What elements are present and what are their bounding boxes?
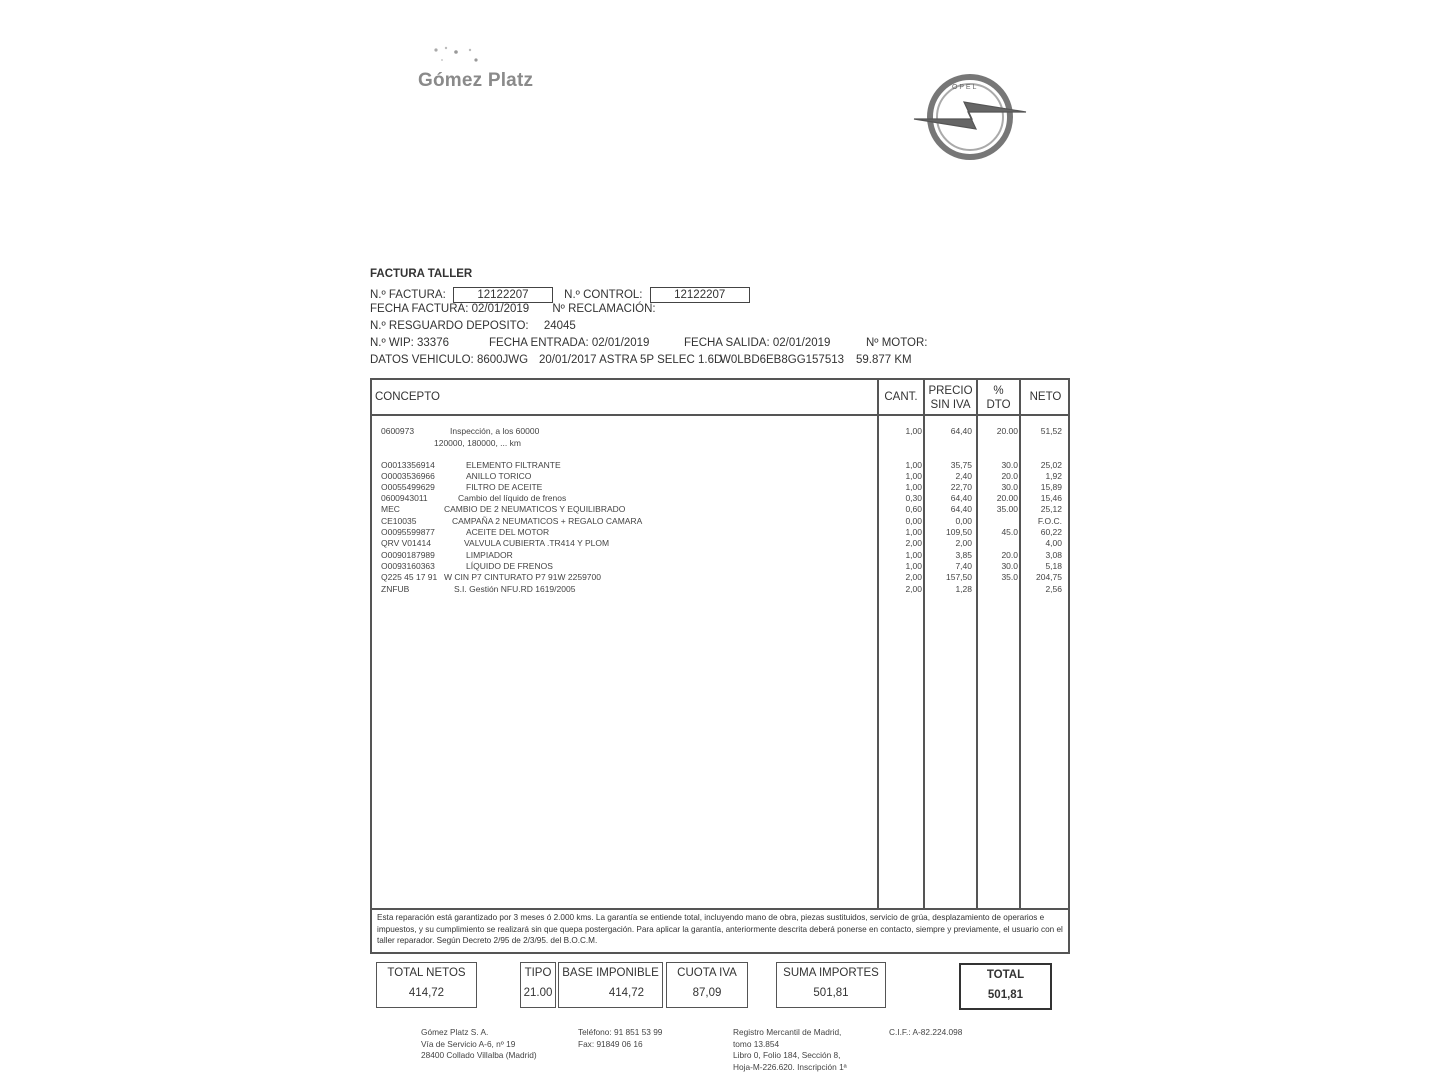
footer-company-address: Vía de Servicio A-6, nº 19 <box>421 1038 516 1049</box>
tipo-box <box>520 962 556 1008</box>
row-discount: 30.0 <box>1001 482 1018 492</box>
row-net: 25,02 <box>1040 460 1062 470</box>
resguardo-line <box>370 320 576 332</box>
salida-label: FECHA SALIDA: <box>684 337 770 349</box>
row-description: Inspección, a los 60000 <box>450 426 540 436</box>
reclamacion-label: Nº RECLAMACIÓN: <box>552 303 656 315</box>
table-row <box>372 538 1072 549</box>
row-discount: 20.0 <box>1001 550 1018 560</box>
row-net: F.O.C. <box>1037 516 1062 526</box>
row-description: ACEITE DEL MOTOR <box>466 527 550 537</box>
row-quantity: 1,00 <box>905 426 922 436</box>
row-price: 1,28 <box>955 584 972 594</box>
table-row <box>372 561 1072 572</box>
total-netos-label: TOTAL NETOS <box>387 967 466 979</box>
row-discount: 30.0 <box>1001 460 1018 470</box>
header-dto-line2: DTO <box>986 399 1011 411</box>
footer-registry-3: Libro 0, Folio 184, Sección 8, <box>733 1050 841 1060</box>
row-net: 5,18 <box>1045 561 1062 571</box>
header-dto <box>978 384 1019 412</box>
row-description: VALVULA CUBIERTA .TR414 Y PLOM <box>464 538 610 548</box>
control-number: 12122207 <box>650 287 750 303</box>
factura-number: 12122207 <box>453 287 553 303</box>
svg-text:O P E L: O P E L <box>952 84 977 91</box>
row-discount: 45.0 <box>1001 527 1018 537</box>
row-description: LIMPIADOR <box>466 550 513 560</box>
base-imponible-box <box>558 962 663 1008</box>
table-row <box>372 572 1072 583</box>
row-quantity: 1,00 <box>905 482 922 492</box>
footer-registry-1: Registro Mercantil de Madrid, <box>733 1027 842 1037</box>
table-row <box>372 471 1072 482</box>
row-net: 60,22 <box>1040 527 1062 537</box>
row-code: 0600973 <box>381 426 415 436</box>
motor-label: Nº MOTOR: <box>866 337 928 349</box>
row-quantity: 0,30 <box>905 493 922 503</box>
invoice-lines-table <box>370 378 1070 954</box>
total-value: 501,81 <box>987 989 1024 1001</box>
base-imponible-label: BASE IMPONIBLE <box>562 967 659 979</box>
wip-label: N.º WIP: <box>370 337 414 349</box>
row-description: CAMBIO DE 2 NEUMATICOS Y EQUILIBRADO <box>444 504 626 514</box>
tipo-value: 21.00 <box>523 987 553 999</box>
suma-importes-value: 501,81 <box>813 987 849 999</box>
cuota-iva-label: CUOTA IVA <box>677 967 737 979</box>
footer-registry-4: Hoja-M-226.620. Inscripción 1ª <box>733 1061 847 1072</box>
row-code: O0095599877 <box>381 527 435 537</box>
row-net: 1,92 <box>1045 471 1062 481</box>
footer-phone: Teléfono: 91 851 53 99 <box>578 1027 663 1037</box>
row-description: S.I. Gestión NFU.RD 1619/2005 <box>454 584 576 594</box>
row-quantity: 1,00 <box>905 550 922 560</box>
row-discount: 20.00 <box>996 493 1018 503</box>
row-code: CE10035 <box>381 516 417 526</box>
total-label: TOTAL <box>986 969 1025 981</box>
footer-cif: C.I.F.: A-82.224.098 <box>889 1027 963 1037</box>
row-price: 157,50 <box>946 572 972 582</box>
row-code: 0600943011 <box>381 493 428 503</box>
footer-contact <box>578 1027 662 1050</box>
row-net: 3,08 <box>1045 550 1062 560</box>
brand-mark-dots-icon <box>432 44 482 66</box>
total-netos-box <box>376 962 477 1008</box>
vehiculo-label: DATOS VEHICULO: <box>370 354 474 366</box>
vehiculo-matricula: 8600JWG <box>476 354 529 366</box>
table-row <box>372 550 1072 561</box>
opel-logo-icon <box>912 72 1028 162</box>
row-net: 15,46 <box>1040 493 1062 503</box>
row-quantity: 2,00 <box>905 584 922 594</box>
table-row <box>372 516 1072 527</box>
vehiculo-line <box>370 354 528 366</box>
row-code: O0093160363 <box>381 561 435 571</box>
row-code: QRV V01414 <box>381 538 431 548</box>
row-code: O0003536966 <box>381 471 435 481</box>
row-price: 64,40 <box>950 504 972 514</box>
salida-field <box>684 337 830 349</box>
row-description: W CIN P7 CINTURATO P7 91W 2259700 <box>444 572 601 582</box>
vehiculo-detalle: 20/01/2017 ASTRA 5P SELEC 1.6D <box>539 354 723 366</box>
row-net: 2,56 <box>1045 584 1062 594</box>
footer-registry-2: tomo 13.854 <box>733 1038 780 1049</box>
row-discount: 20.0 <box>1001 471 1018 481</box>
row-description: Cambio del líquido de frenos <box>458 493 567 503</box>
row-price: 35,75 <box>950 460 972 470</box>
cuota-iva-value: 87,09 <box>692 987 722 999</box>
table-row <box>372 426 1072 437</box>
row-code: O0013356914 <box>381 460 435 470</box>
row-description: CAMPAÑA 2 NEUMATICOS + REGALO CAMARA <box>452 516 643 526</box>
table-row <box>372 584 1072 595</box>
total-netos-value: 414,72 <box>408 987 445 999</box>
row-description: 120000, 180000, ... km <box>434 438 521 448</box>
footer-company-name: Gómez Platz S. A. <box>421 1027 489 1037</box>
suma-importes-box <box>776 962 886 1008</box>
row-description: ANILLO TORICO <box>466 471 532 481</box>
row-discount: 30.0 <box>1001 561 1018 571</box>
factura-line <box>370 287 750 303</box>
row-quantity: 1,00 <box>905 527 922 537</box>
header-dto-line1: % <box>993 385 1004 397</box>
entrada-value: 02/01/2019 <box>591 337 650 349</box>
table-row <box>372 527 1072 538</box>
row-net: 25,12 <box>1040 504 1062 514</box>
row-description: LÍQUIDO DE FRENOS <box>466 561 553 571</box>
table-row <box>372 482 1072 493</box>
row-quantity: 1,00 <box>905 561 922 571</box>
row-description: FILTRO DE ACEITE <box>466 482 543 492</box>
company-logo: Gómez Platz <box>418 70 534 91</box>
invoice-title: FACTURA TALLER <box>370 268 473 280</box>
row-quantity: 1,00 <box>905 471 922 481</box>
row-price: 109,50 <box>946 527 972 537</box>
wip-line <box>370 337 449 349</box>
cuota-iva-box <box>666 962 748 1008</box>
row-discount: 20.00 <box>996 426 1018 436</box>
header-neto: NETO <box>1029 391 1062 403</box>
row-net: 4,00 <box>1045 538 1062 548</box>
row-quantity: 0,60 <box>905 504 922 514</box>
row-price: 2,00 <box>955 538 972 548</box>
row-quantity: 0,00 <box>905 516 922 526</box>
row-description: ELEMENTO FILTRANTE <box>466 460 561 470</box>
table-row <box>372 460 1072 471</box>
footer-company <box>421 1027 537 1062</box>
warranty-note: Esta reparación está garantizado por 3 meses ó 2.000 kms. La garantía se entiende total, incluyendo mano de obra, piezas sustituidos, servicio de grúa, desplazamiento de operarios e impuestos, y su cumplimiento se realizará sin que quepa postergación. Para aplicar la garantía, anteriormente descrita deberá ponerse en contacto, siempre y previamente, el usuario con el taller reparador. Según Decreto 2/95 de 2/3/95. del B.O.C.M. <box>377 913 1063 945</box>
resguardo-label: N.º RESGUARDO DEPOSITO: <box>370 320 529 332</box>
header-precio-line1: PRECIO <box>928 385 973 397</box>
vehiculo-vin: W0LBD6EB8GG157513 <box>720 354 845 366</box>
fecha-factura-label: FECHA FACTURA: <box>370 303 469 315</box>
table-row <box>372 504 1072 515</box>
footer-registry <box>733 1027 847 1073</box>
row-price: 2,40 <box>955 471 972 481</box>
wip-value: 33376 <box>417 337 449 349</box>
row-quantity: 1,00 <box>905 460 922 470</box>
fecha-factura-line <box>370 303 656 315</box>
fecha-factura-value: 02/01/2019 <box>471 303 530 315</box>
row-price: 7,40 <box>955 561 972 571</box>
row-code: ZNFUB <box>381 584 410 594</box>
control-label: N.º CONTROL: <box>564 289 643 301</box>
table-row <box>372 438 1072 449</box>
base-imponible-value: 414,72 <box>608 987 644 999</box>
salida-value: 02/01/2019 <box>772 337 831 349</box>
tipo-label: TIPO <box>524 967 552 979</box>
table-row <box>372 493 1072 504</box>
header-cant: CANT. <box>884 391 918 403</box>
footer-fax: Fax: 91849 06 16 <box>578 1038 643 1049</box>
row-net: 15,89 <box>1040 482 1062 492</box>
row-price: 22,70 <box>950 482 972 492</box>
header-precio <box>925 384 976 412</box>
row-code: MEC <box>381 504 400 514</box>
row-net: 51,52 <box>1040 426 1062 436</box>
resguardo-value: 24045 <box>543 320 576 332</box>
row-quantity: 2,00 <box>905 538 922 548</box>
row-code: O0055499629 <box>381 482 435 492</box>
header-concepto: CONCEPTO <box>375 391 440 403</box>
row-price: 3,85 <box>955 550 972 560</box>
entrada-label: FECHA ENTRADA: <box>489 337 589 349</box>
row-price: 64,40 <box>950 493 972 503</box>
total-box <box>959 963 1052 1010</box>
row-quantity: 2,00 <box>905 572 922 582</box>
suma-importes-label: SUMA IMPORTES <box>783 967 879 979</box>
row-discount: 35.00 <box>996 504 1018 514</box>
entrada-field <box>489 337 649 349</box>
header-precio-line2: SIN IVA <box>930 399 971 411</box>
row-discount: 35.0 <box>1001 572 1018 582</box>
row-code: Q225 45 17 91 <box>381 572 438 582</box>
row-price: 0,00 <box>955 516 972 526</box>
row-price: 64,40 <box>950 426 972 436</box>
factura-label: N.º FACTURA: <box>370 289 446 301</box>
footer-company-city: 28400 Collado Villalba (Madrid) <box>421 1050 537 1060</box>
row-net: 204,75 <box>1036 572 1062 582</box>
row-code: O0090187989 <box>381 550 435 560</box>
vehiculo-km: 59.877 KM <box>856 354 912 366</box>
